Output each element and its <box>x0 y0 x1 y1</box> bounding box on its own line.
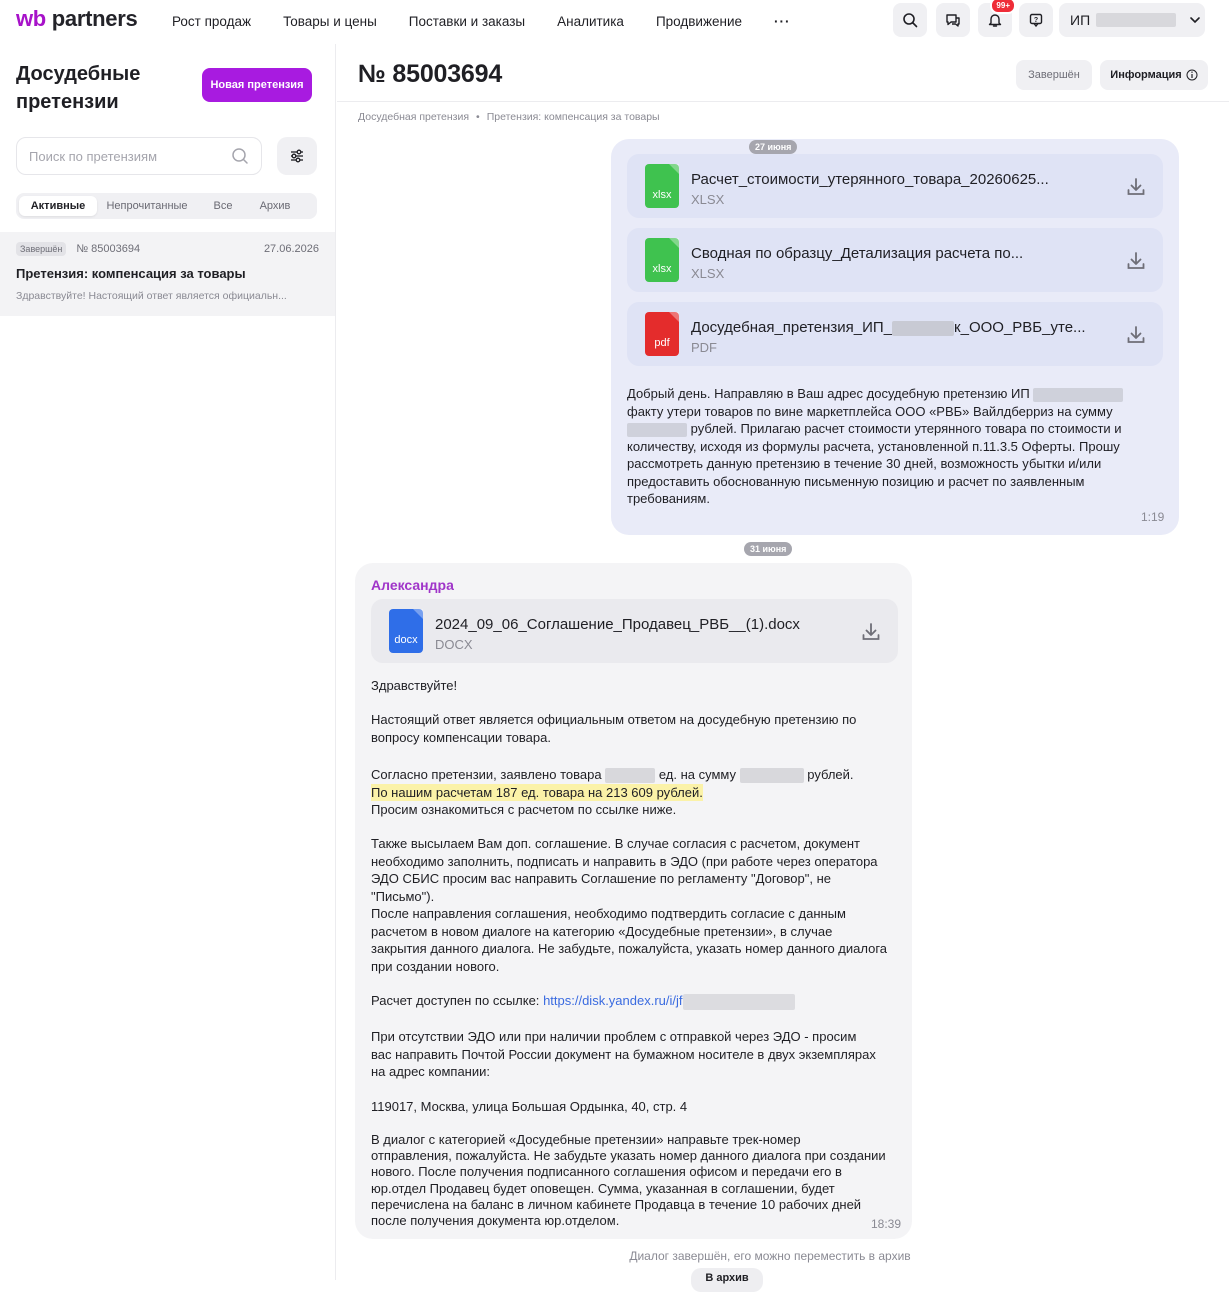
redacted-text <box>1033 388 1123 402</box>
breadcrumb-item[interactable]: Досудебная претензия <box>358 111 470 123</box>
date-chip: 27 июня <box>749 140 797 154</box>
nav-item-promotion[interactable]: Продвижение <box>655 14 742 29</box>
user-menu[interactable] <box>1059 3 1205 37</box>
outgoing-message <box>611 139 1179 535</box>
search-input[interactable] <box>29 149 225 164</box>
sidebar-title: Досудебные претензии <box>16 63 141 113</box>
tab-unread[interactable]: Непрочитанные <box>106 200 188 212</box>
paragraph: В диалог с категорией «Досудебные претензии» направьте трек-номер отправления, пожалуйста. Не забудьте указать номер данного диалога при создании нового. После получения подписанного соглашения офисом и передачи его в юр.отдел Продавец будет оповещен. Сумма, указанная в соглашении, будет перечислена на баланс в личном кабинете Продавца в течение 10 рабочих дней после получения документа юр.отделом. <box>371 1132 886 1229</box>
claims-sidebar <box>0 44 336 1280</box>
message-text: Добрый день. Направляю в Ваш адрес досудебную претензию ИП факту утери товаров по вине маркетплейса ООО «РВБ» Вайлдберриз на сумму рублей. Прилагаю расчет стоимости утерянного товара по стоимости и количеству, исходя из формулы расчета, установленной п.11.3.5 Оферты. Прошу рассмотреть данную претензию в течение 30 дней, возможность убытки и/или предоставить обоснованную письменную позицию и расчет по заявленным требованиям. <box>627 386 1122 506</box>
nav-item-growth[interactable]: Рост продаж <box>172 14 252 29</box>
attachment-file[interactable] <box>371 599 898 663</box>
main-nav <box>172 14 791 29</box>
message-time: 18:39 <box>871 1217 902 1231</box>
file-name: 2024_09_06_Соглашение_Продавец_РВБ__(1).docx <box>435 616 800 633</box>
paragraph: Также высылаем Вам доп. соглашение. В случае согласия с расчетом, документ необходимо заполнить, подписать и направить в ЭДО (при работе через оператора ЭДО СБИС просим вас направить Соглашение по регламенту "Договор", не "Письмо"). После направления соглашения, необходимо подтвердить согласие с данным расчетом в новом диалоге на категорию «Досудебные претензии», в случае закрытия данного диалога. Не забудьте, пожалуйста, указать номер данного диалога при создании нового. <box>371 836 888 974</box>
claim-title: Претензия: компенсация за товары <box>16 266 246 281</box>
claim-detail <box>337 44 1229 1284</box>
filter-button[interactable] <box>277 137 317 175</box>
new-claim-button[interactable]: Новая претензия <box>202 68 312 102</box>
redacted-text <box>627 423 687 437</box>
nav-item-analytics[interactable]: Аналитика <box>557 14 624 29</box>
breadcrumb-separator: • <box>476 111 480 123</box>
file-name: Расчет_стоимости_утерянного_товара_20260625... <box>691 171 1049 188</box>
nav-more-button[interactable]: ··· <box>774 14 791 29</box>
paragraph: Настоящий ответ является официальным ответом на досудебную претензию по вопросу компенсации товара. <box>371 712 857 745</box>
filter-icon <box>289 148 305 164</box>
greeting: Здравствуйте! <box>371 678 458 693</box>
message-time: 1:19 <box>1141 510 1165 524</box>
incoming-message <box>355 563 912 1239</box>
download-icon[interactable] <box>1125 250 1147 272</box>
logo[interactable]: wb partners <box>16 6 138 31</box>
redacted-text <box>605 768 655 783</box>
breadcrumb-item[interactable]: Претензия: компенсация за товары <box>486 111 660 123</box>
attachment-file[interactable] <box>627 302 1163 366</box>
divider <box>337 101 1229 102</box>
chevron-down-icon <box>1188 13 1202 27</box>
svg-text:?: ? <box>1033 17 1039 24</box>
bell-icon <box>987 12 1003 28</box>
docx-file-icon: docx <box>389 609 423 653</box>
page-title: № 85003694 <box>358 60 503 88</box>
file-name: Сводная по образцу_Детализация расчета по... <box>691 245 1024 262</box>
chat-button[interactable] <box>936 3 970 37</box>
file-type: PDF <box>691 340 717 355</box>
file-type: DOCX <box>435 637 473 652</box>
support-button[interactable] <box>1019 3 1053 37</box>
info-icon <box>1186 69 1198 81</box>
claim-preview: Здравствуйте! Настоящий ответ является официальн... <box>16 290 287 302</box>
dialog-closed-note: Диалог завершён, его можно переместить в архив <box>629 1249 911 1263</box>
attachment-file[interactable] <box>627 228 1163 292</box>
nav-item-goods[interactable]: Товары и цены <box>283 14 377 29</box>
yandex-disk-link[interactable]: https://disk.yandex.ru/i/jf <box>543 993 683 1008</box>
claims-tabs <box>16 193 317 219</box>
redacted-user-name <box>1096 13 1176 27</box>
status-button[interactable]: Завершён <box>1016 60 1092 90</box>
search-button[interactable] <box>893 3 927 37</box>
xlsx-file-icon: xlsx <box>645 164 679 208</box>
highlighted-text: По нашим расчетам 187 ед. товара на 213 609 рублей. <box>371 784 703 800</box>
address: 119017, Москва, улица Большая Ордынка, 40, стр. 4 <box>371 1099 688 1114</box>
claim-number: № 85003694 <box>76 243 141 255</box>
download-icon[interactable] <box>1125 324 1147 346</box>
search-icon[interactable] <box>231 147 249 165</box>
paragraph: Согласно претензии, заявлено товара ед. на сумму рублей. По нашим расчетам 187 ед. товара на 213 609 рублей. Просим ознакомиться с расчетом по ссылке ниже. <box>371 767 854 817</box>
paragraph: Расчет доступен по ссылке: https://disk.yandex.ru/i/jf <box>371 992 911 1010</box>
notifications-button[interactable] <box>978 3 1012 37</box>
breadcrumb <box>358 111 660 123</box>
download-icon[interactable] <box>860 621 882 643</box>
user-label: ИП <box>1070 12 1091 28</box>
sender-name: Александра <box>371 577 454 593</box>
search-box <box>16 137 262 175</box>
paragraph: При отсутствии ЭДО или при наличии проблем с отправкой через ЭДО - просим вас направить Почтой России документ на бумажном носителе в двух экземплярах на адрес компании: <box>371 1029 876 1079</box>
claim-date: 27.06.2026 <box>263 243 319 255</box>
claim-list-item[interactable] <box>0 232 335 316</box>
file-type: XLSX <box>691 192 725 207</box>
xlsx-file-icon: xlsx <box>645 238 679 282</box>
attachment-file[interactable] <box>627 154 1163 218</box>
search-icon <box>902 12 918 28</box>
chat-icon <box>945 12 961 28</box>
tab-archive[interactable]: Архив <box>259 200 291 212</box>
status-badge: Завершён <box>16 242 66 256</box>
file-name: Досудебная_претензия_ИП_ к_ООО_РВБ_уте... <box>691 319 1086 336</box>
support-icon <box>1028 12 1044 28</box>
download-icon[interactable] <box>1125 176 1147 198</box>
info-button[interactable]: Информация <box>1100 60 1208 90</box>
redacted-text <box>892 321 954 336</box>
date-chip: 31 июня <box>744 542 792 556</box>
notification-badge: 99+ <box>990 0 1016 14</box>
redacted-text <box>683 994 795 1010</box>
top-bar <box>0 0 1229 44</box>
redacted-text <box>740 768 804 783</box>
nav-item-supplies[interactable]: Поставки и заказы <box>408 14 526 29</box>
archive-button[interactable]: В архив <box>691 1268 763 1292</box>
tab-all[interactable]: Все <box>213 200 233 212</box>
file-type: XLSX <box>691 266 725 281</box>
tab-active[interactable]: Активные <box>19 196 97 216</box>
pdf-file-icon: pdf <box>645 312 679 356</box>
